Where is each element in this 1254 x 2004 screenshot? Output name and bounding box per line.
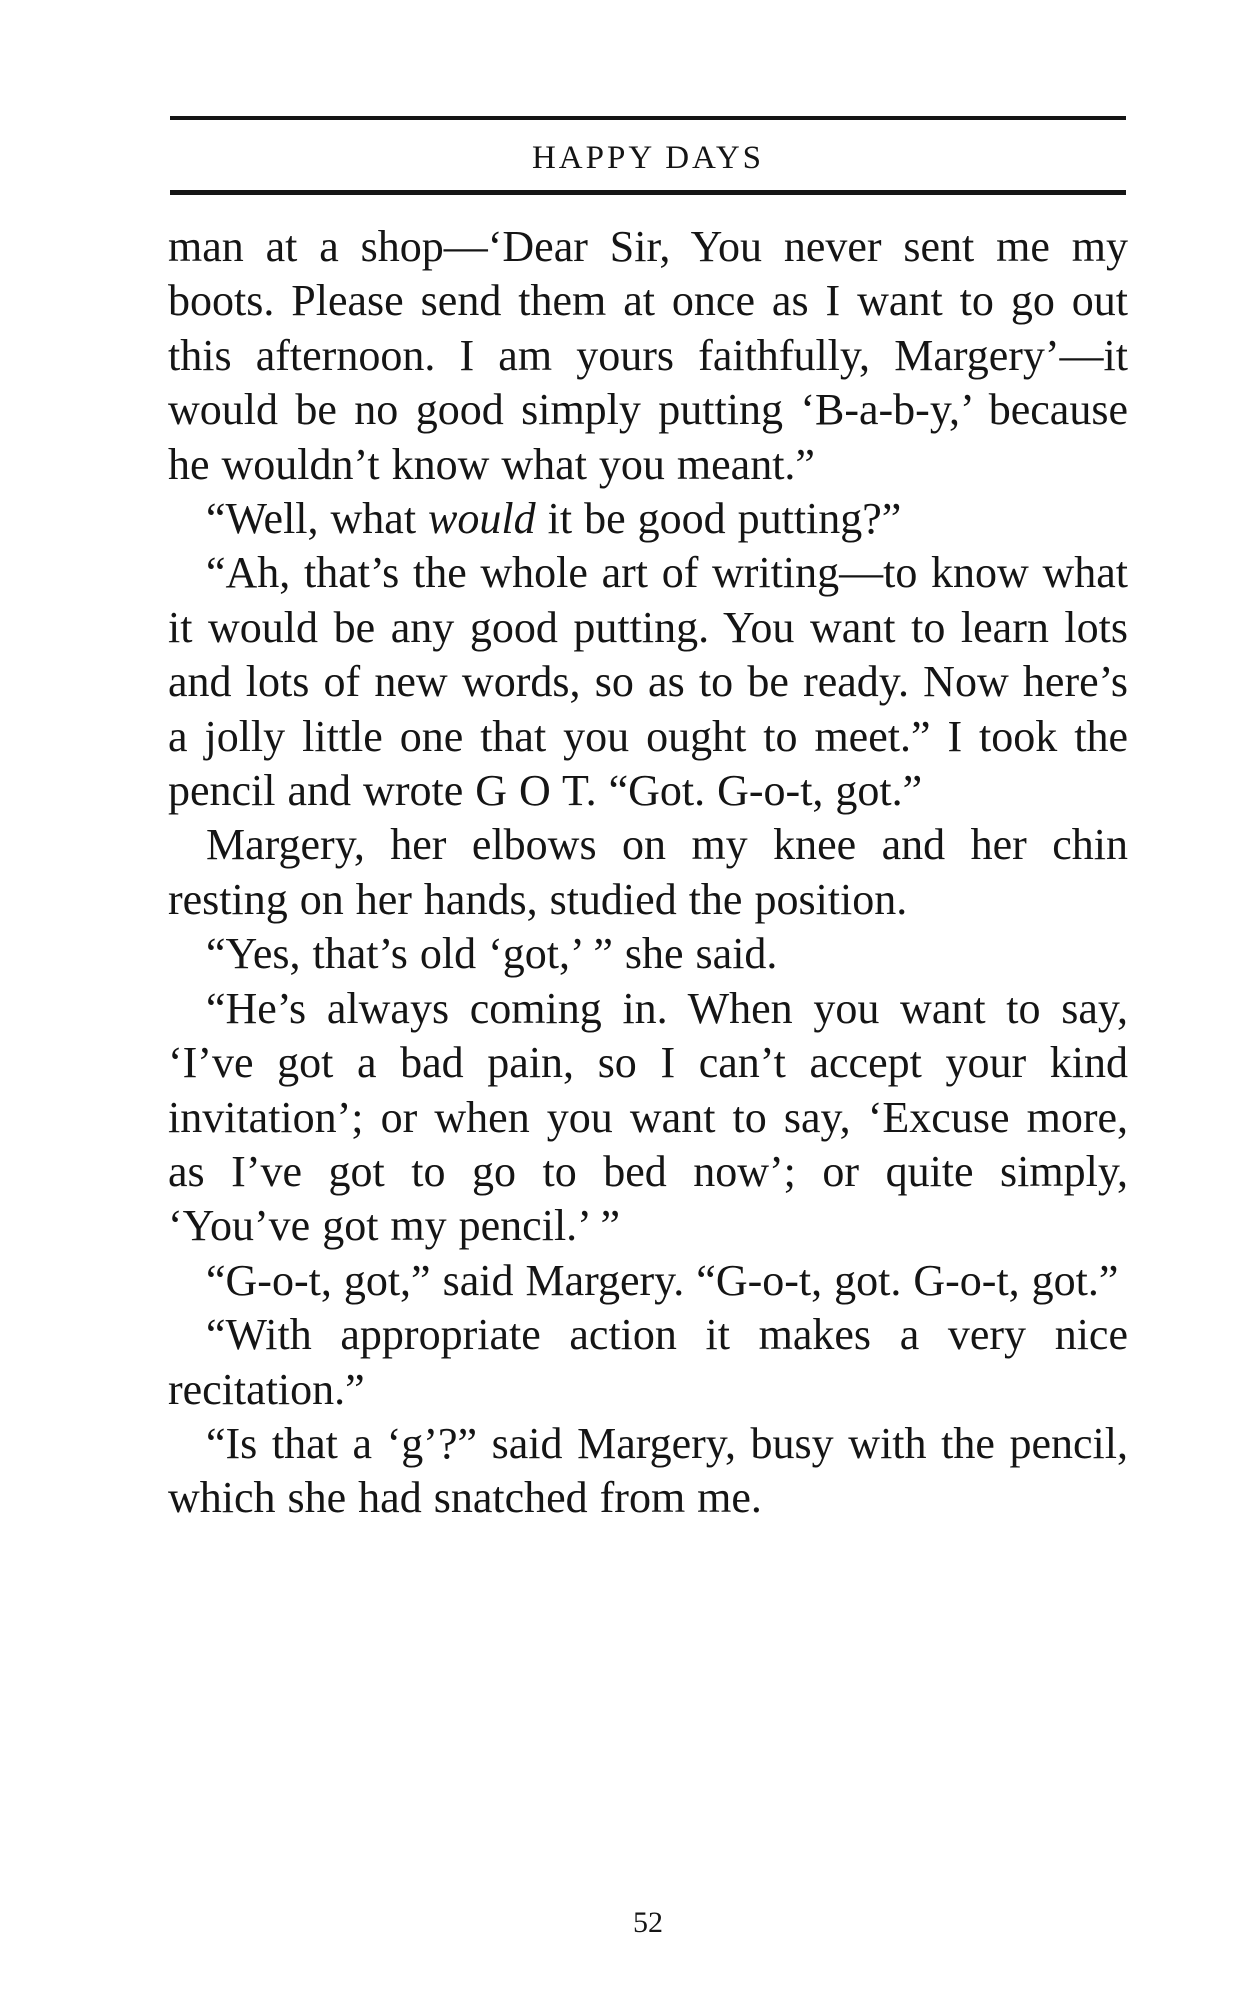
- paragraph-2-end: it be good putting?”: [535, 494, 902, 544]
- paragraph-2-start: “Well, what: [206, 494, 429, 544]
- paragraph-5: “Yes, that’s old ‘got,’ ” she said.: [206, 929, 778, 979]
- paragraph-7: “G-o-t, got,” said Margery. “G-o-t, got. G-o-t, got.”: [206, 1255, 1119, 1305]
- paragraph-3: “Ah, that’s the whole art of writing—to know what it would be any good putting. You want to learn lots and lots of new words, so as to be ready. Now here’s a jolly little one that you ought to meet.” I took the pencil and wrote G O T. “Got. G-o-t, got.”: [168, 548, 1128, 816]
- paragraph-2-emphasis: would: [428, 494, 536, 544]
- paragraph-8: “With appropriate action it makes a very nice recitation.”: [168, 1310, 1128, 1414]
- paragraph-2: [168, 492, 1128, 546]
- page-number: 52: [633, 1906, 663, 1939]
- paragraph-6: “He’s always coming in. When you want to say, ‘I’ve got a bad pain, so I can’t accept your kind invitation’; or when you want to say, ‘Excuse more, as I’ve got to go to bed now’; or quite simply, ‘You’ve got my pencil.’ ”: [168, 983, 1128, 1251]
- paragraph-4: Margery, her elbows on my knee and her chin resting on her hands, studied the position.: [168, 820, 1128, 924]
- header-rule-bottom: [170, 190, 1126, 195]
- paragraph-1: man at a shop—‘Dear Sir, You never sent me my boots. Please send them at once as I want to go out this afternoon. I am yours faithfully, Margery’—it would be no good simply putting ‘B-a-b-y,’ because he wouldn’t know what you meant.”: [168, 222, 1128, 489]
- body-text: [168, 220, 1128, 1526]
- header-rule-top: [170, 116, 1126, 120]
- running-head: HAPPY DAYS: [531, 140, 765, 176]
- paragraph-9: “Is that a ‘g’?” said Margery, busy with the pencil, which she had snatched from me.: [168, 1418, 1128, 1523]
